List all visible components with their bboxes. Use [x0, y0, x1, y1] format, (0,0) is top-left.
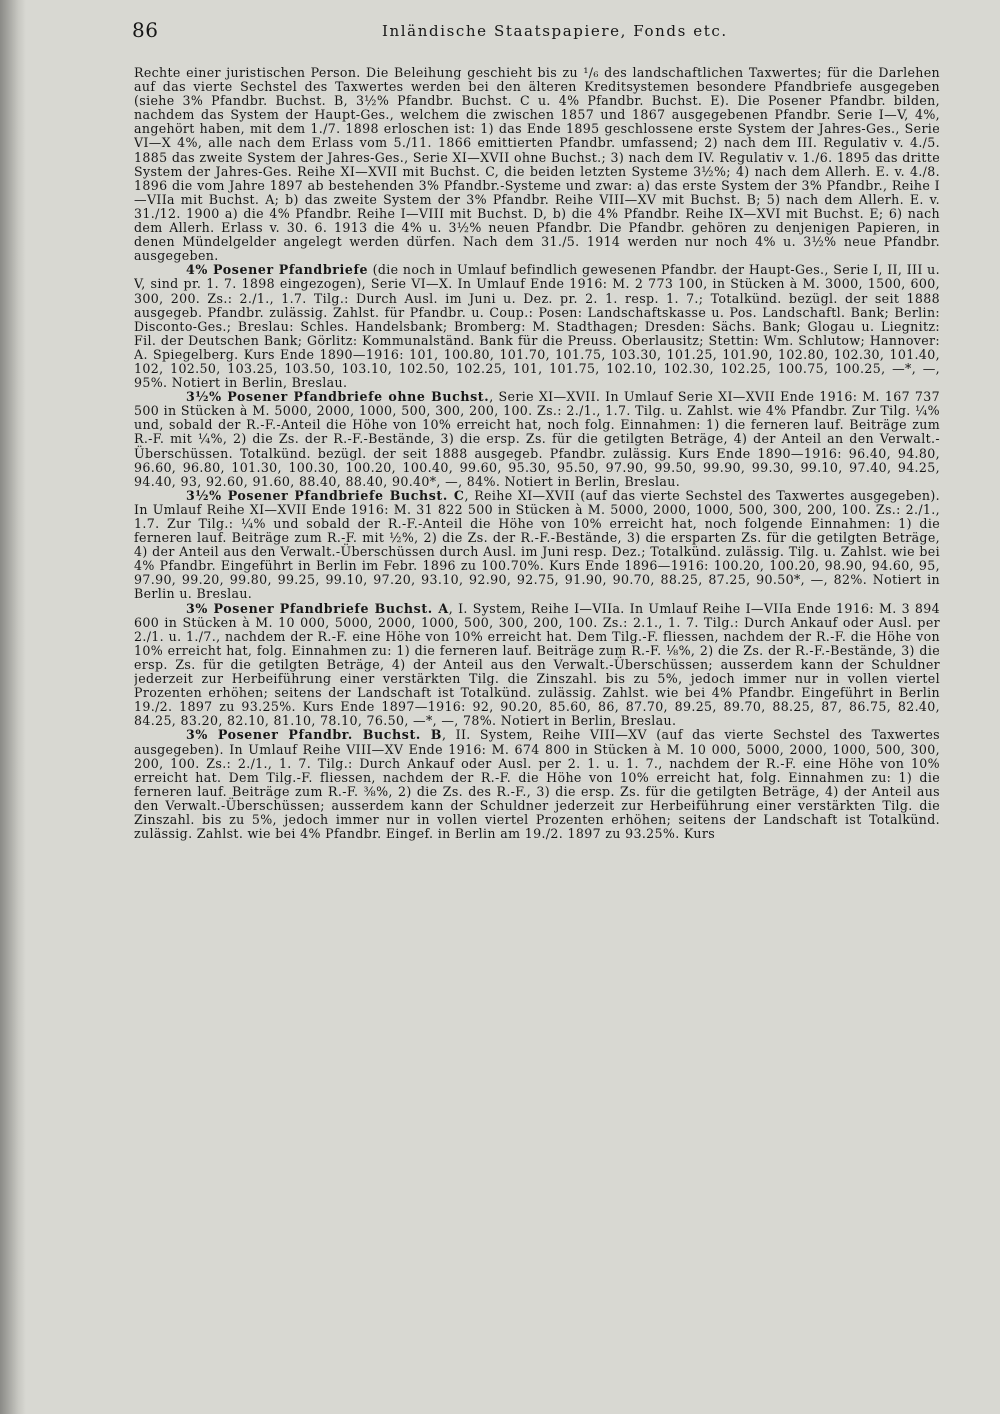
entry-text: , Reihe XI—XVII (auf das vierte Sechstel des Taxwertes ausgegeben). In Umlauf Reihe XI—XVII Ende 1916: M. 31 822 500 in Stücken à M. 5000, 2000, 1000, 500, 300, 200, 100. Zs.: 2./1., 1.7. Zur Tilg.: ¼% und sobald der R.-F.-Anteil die Höhe von 10% erreicht hat, noch folgende Einnahmen: 1) die ferneren lauf. Beiträge zum R.-F. mit ½%, 2) die Zs. der R.-F.-Bestände, 3) die ersparten Zs. für die getilgten Beträge, 4) der Anteil aus den Verwalt.-Überschüssen durch Ausl. im Juni resp. Dez.; Totalkünd. zulässig. Tilg. u. Zahlst. wie bei 4% Pfandbr. Eingeführt in Berlin im Febr. 1896 zu 100.70%. Kurs Ende 1896—1916: 100.20, 100.20, 98.90, 94.60, 95, 97.90, 99.20, 99.80, 99.25, 99.10, 97.20, 93.10, 92.90, 92.75, 91.90, 90.70, 88.25, 87.25, 90.50*, —, 82%. Notiert in Berlin u. Breslau. [134, 487, 940, 602]
entry-title: 3% Posener Pfandbr. Buchst. B [186, 727, 443, 743]
entry-title: 3% Posener Pfandbriefe Buchst. A [186, 600, 449, 616]
entry-paragraph [134, 390, 940, 489]
entry-text: (die noch in Umlauf befindlich gewesenen Pfandbr. der Haupt-Ges., Serie I, II, III u. V, sind pr. 1. 7. 1898 eingezogen), Serie VI—X. In Umlauf Ende 1916: M. 2 773 100, in Stücken à M. 3000, 1500, 600, 300, 200. Zs.: 2./1., 1.7. Tilg.: Durch Ausl. im Juni u. Dez. pr. 2. 1. resp. 1. 7.; Totalkünd. bezügl. der seit 1888 ausgegeb. Pfandbr. zulässig. Zahlst. für Pfandbr. u. Coup.: Posen: Landschaftskasse u. Pos. Landschaftl. Bank; Berlin: Disconto-Ges.; Breslau: Schles. Handelsbank; Bromberg: M. Stadthagen; Dresden: Sächs. Bank; Glogau u. Liegnitz: Fil. der Deutschen Bank; Görlitz: Kommunalständ. Bank für die Preuss. Oberlausitz; Stettin: Wm. Schlutow; Hannover: A. Spiegelberg. Kurs Ende 1890—1916: 101, 100.80, 101.70, 101.75, 103.30, 101.25, 101.90, 102.80, 102.30, 101.40, 102, 102.50, 103.25, 103.50, 103.10, 102.50, 102.25, 101, 101.75, 102.10, 102.30, 102.25, 100.75, 100.25, —*, —, 95%. Notiert in Berlin, Breslau. [134, 262, 940, 391]
scan-gutter-shadow [0, 0, 26, 1414]
entry-title: 3½% Posener Pfandbriefe ohne Buchst. [186, 389, 490, 405]
entry-title: 4% Posener Pfandbriefe [186, 262, 369, 278]
page-header [132, 18, 940, 54]
entry-paragraph [134, 602, 940, 729]
entry-paragraph [134, 728, 940, 841]
running-title: Inländische Staatspapiere, Fonds etc. [382, 22, 728, 40]
page-number: 86 [132, 18, 159, 42]
body-text [134, 66, 940, 1400]
entry-paragraph [134, 489, 940, 602]
entry-text: , Serie XI—XVII. In Umlauf Serie XI—XVII Ende 1916: M. 167 737 500 in Stücken à M. 5000, 2000, 1000, 500, 300, 200, 100. Zs.: 2./1., 1.7. Tilg. u. Zahlst. wie 4% Pfandbr. Zur Tilg. ¼% und, sobald der R.-F.-Anteil die Höhe von 10% erreicht hat, noch folg. Einnahmen: 1) die ferneren lauf. Beiträge zum R.-F. mit ¼%, 2) die Zs. der R.-F.-Bestände, 3) die ersp. Zs. für die getilgten Beträge, 4) der Anteil an den Verwalt.-Überschüssen. Totalkünd. bezügl. der seit 1888 ausgegeb. Pfandbr. zulässig. Kurs Ende 1890—1916: 96.40, 94.80, 96.60, 96.80, 101.30, 100.30, 100.20, 100.40, 99.60, 95.30, 95.50, 97.90, 99.50, 99.90, 99.30, 99.10, 97.40, 94.25, 94.40, 93, 92.60, 91.60, 88.40, 88.40, 90.40*, —, 84%. Notiert in Berlin, Breslau. [134, 389, 940, 489]
entry-title: 3½% Posener Pfandbriefe Buchst. C [186, 487, 465, 503]
entry-paragraph [134, 263, 940, 390]
intro-paragraph: Rechte einer juristischen Person. Die Beleihung geschieht bis zu ¹/₆ des landschaftlichen Taxwertes; für die Darlehen auf das vierte Sechstel des Taxwertes werden bei den älteren Kreditsystemen besondere Pfandbriefe ausgegeben (siehe 3% Pfandbr. Buchst. B, 3½% Pfandbr. Buchst. C u. 4% Pfandbr. Buchst. E). Die Posener Pfandbr. bilden, nachdem das System der Haupt-Ges., welchem die zwischen 1857 und 1867 ausgegebenen Pfandbr. Serie I—V, 4%, angehört haben, mit dem 1./7. 1898 erloschen ist: 1) das Ende 1895 geschlossene erste System der Jahres-Ges., Serie VI—X 4%, alle nach dem Erlass vom 5./11. 1866 emittierten Pfandbr. umfassend; 2) nach dem III. Regulativ v. 4./5. 1885 das zweite System der Jahres-Ges., Serie XI—XVII ohne Buchst.; 3) nach dem IV. Regulativ v. 1./6. 1895 das dritte System der Jahres-Ges. Reihe XI—XVII mit Buchst. C, die beiden letzten Systeme 3½%; 4) nach dem Allerh. E. v. 4./8. 1896 die vom Jahre 1897 ab bestehenden 3% Pfandbr.-Systeme und zwar: a) das erste System der 3% Pfandbr., Reihe I—VIIa mit Buchst. A; b) das zweite System der 3% Pfandbr. Reihe VIII—XV mit Buchst. B; 5) nach dem Allerh. E. v. 31./12. 1900 a) die 4% Pfandbr. Reihe I—VIII mit Buchst. D, b) die 4% Pfandbr. Reihe IX—XVI mit Buchst. E; 6) nach dem Allerh. Erlass v. 30. 6. 1913 die 4% u. 3½% neuen Pfandbr. Die Pfandbr. gehören zu denjenigen Papieren, in denen Mündelgelder angelegt werden dürfen. Nach dem 31./5. 1914 werden nur noch 4% u. 3½% neue Pfandbr. ausgegeben. [134, 66, 940, 264]
entry-text: , II. System, Reihe VIII—XV (auf das vierte Sechstel des Taxwertes ausgegeben). In Umlauf Reihe VIII—XV Ende 1916: M. 674 800 in Stücken à M. 10 000, 5000, 2000, 1000, 500, 300, 200, 100. Zs.: 2./1., 1. 7. Tilg.: Durch Ankauf oder Ausl. per 2. 1. u. 1. 7., nachdem der R.-F. eine Höhe von 10% erreicht hat. Dem Tilg.-F. fliessen, nachdem der R.-F. die Höhe von 10% erreicht hat, folg. Einnahmen zu: 1) die ferneren lauf. Beiträge zum R.-F. ⅜%, 2) die Zs. des R.-F., 3) die ersp. Zs. für die getilgten Beträge, 4) der Anteil aus den Verwalt.-Überschüssen; ausserdem kann der Schuldner jederzeit zur Herbeiführung einer verstärkten Tilg. die Zinszahl. bis zu 5%, jedoch immer nur in vollen viertel Prozenten erhöhen; seitens der Landschaft ist Totalkünd. zulässig. Zahlst. wie bei 4% Pfandbr. Eingef. in Berlin am 19./2. 1897 zu 93.25%. Kurs [134, 727, 940, 842]
entry-text: , I. System, Reihe I—VIIa. In Umlauf Reihe I—VIIa Ende 1916: M. 3 894 600 in Stücken à M. 10 000, 5000, 2000, 1000, 500, 300, 200, 100. Zs.: 2.1., 1. 7. Tilg.: Durch Ankauf oder Ausl. per 2./1. u. 1./7., nachdem der R.-F. eine Höhe von 10% erreicht hat. Dem Tilg.-F. fliessen, nachdem der R.-F. die Höhe von 10% erreicht hat, folg. Einnahmen zu: 1) die ferneren lauf. Beiträge zum R.-F. ⅛%, 2) die Zs. der R.-F.-Bestände, 3) die ersp. Zs. für die getilgten Beträge, 4) der Anteil aus den Verwalt.-Überschüssen; ausserdem kann der Schuldner jederzeit zur Herbeiführung einer verstärkten Tilg. die Zinszahl. bis zu 5%, jedoch immer nur in vollen viertel Prozenten erhöhen; seitens der Landschaft ist Totalkünd. zulässig. Zahlst. wie bei 4% Pfandbr. Eingeführt in Berlin 19./2. 1897 zu 93.25%. Kurs Ende 1897—1916: 92, 90.20, 85.60, 86, 87.70, 89.25, 89.70, 88.25, 87, 86.75, 82.40, 84.25, 83.20, 82.10, 81.10, 78.10, 76.50, —*, —, 78%. Notiert in Berlin, Breslau. [134, 600, 940, 729]
